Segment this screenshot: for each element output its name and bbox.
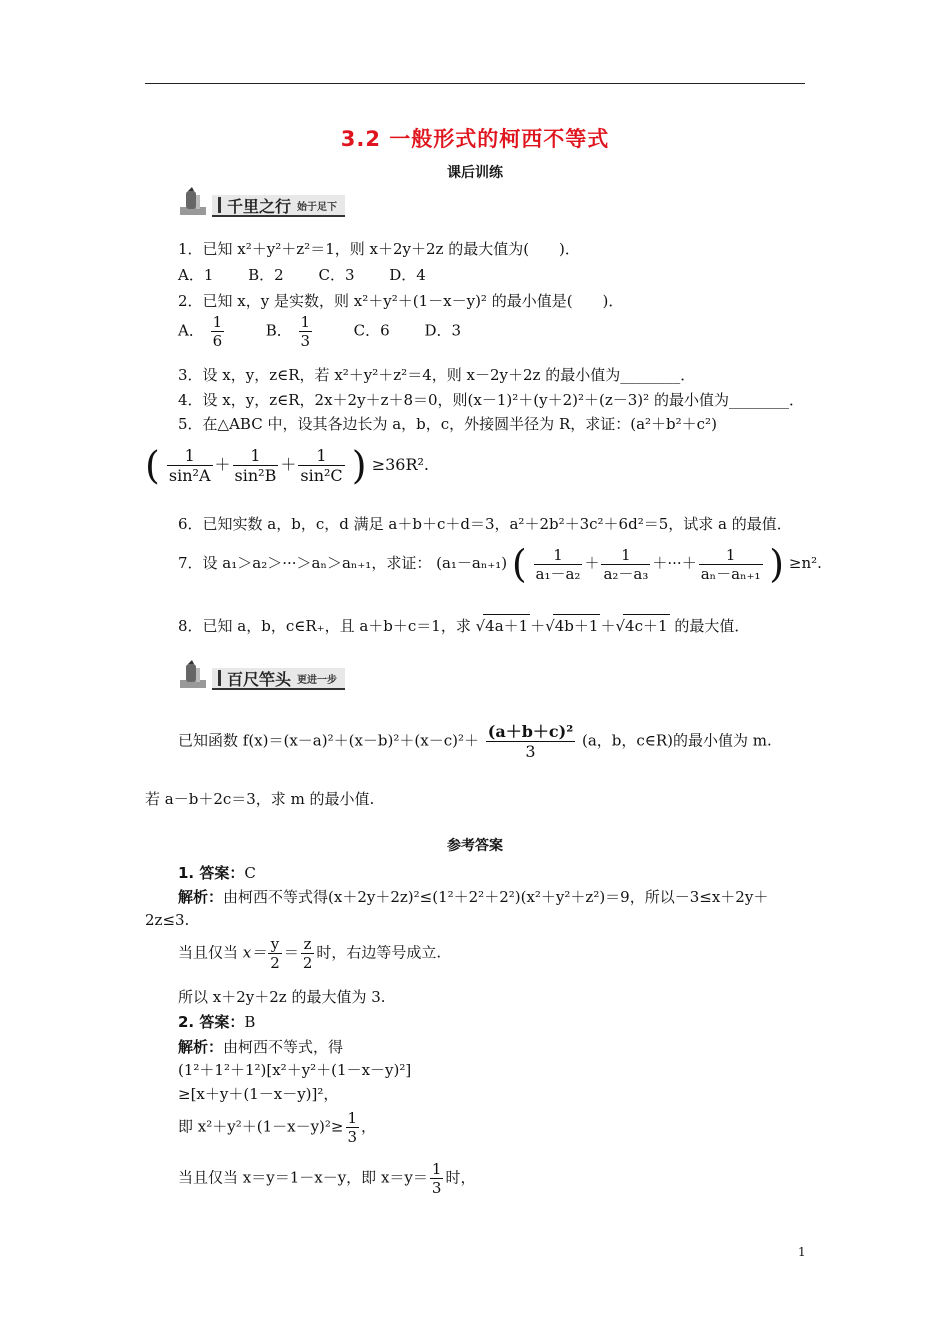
question-6: 6．已知实数 a，b，c，d 满足 a＋b＋c＋d＝3，a²＋2b²＋3c²＋6d²＝5，试求 a 的最值． bbox=[178, 515, 792, 533]
question-7-factor: (a₁－aₙ₊₁) bbox=[436, 554, 508, 572]
answer-2-analysis: 解析：由柯西不等式，得 bbox=[178, 1038, 344, 1056]
answer-2: 2. 答案：B bbox=[178, 1013, 256, 1031]
question-2-options bbox=[178, 313, 461, 350]
answer-1-equality: 当且仅当 x＝ $\frac{y}{2}$ ＝ $\frac{z}{2}$ 时，右边等号成立. bbox=[178, 935, 442, 972]
option-b-fraction: $\frac{1}{3}$ bbox=[300, 313, 311, 350]
advanced-problem-line2: 若 a－b＋2c＝3，求 m 的最小值. bbox=[145, 790, 375, 808]
option-b-label: B． bbox=[265, 321, 292, 340]
question-5-formula: ( $\frac{1}{\text{sin²A}}$ ＋ $\frac{1}{\text{sin²B}}$ ＋ $\frac{1}{\text{sin²C}}$ ) ≥36R². bbox=[145, 443, 429, 488]
answer-1-analysis: 解析：由柯西不等式得(x＋2y＋2z)²≤(1²＋2²＋2²)(x²＋y²＋z²)＝9，所以－3≤x＋2y＋ bbox=[178, 888, 769, 906]
question-3: 3．设 x，y，z∈R，若 x²＋y²＋z²＝4，则 x－2y＋2z 的最小值为________． bbox=[178, 366, 696, 384]
question-4: 4．设 x，y，z∈R，2x＋2y＋z＋8＝0，则(x－1)²＋(y＋2)²＋(z－3)² 的最小值为________． bbox=[178, 391, 804, 409]
option-cd: C．6 D．3 bbox=[353, 321, 462, 340]
section-banner-advanced bbox=[178, 660, 345, 690]
answers-heading: 参考答案 bbox=[447, 838, 503, 854]
option-a-fraction: $\frac{1}{6}$ bbox=[212, 313, 223, 350]
banner-tagline: 始于足下 bbox=[297, 201, 338, 213]
question-5: 5．在△ABC 中，设其各边长为 a，b，c，外接圆半径为 R，求证：(a²＋b²＋c²) bbox=[178, 415, 717, 433]
sqrt-term-1: 4a＋1 bbox=[483, 614, 530, 636]
option-a-label: A． bbox=[178, 321, 204, 340]
header-rule bbox=[145, 83, 805, 84]
sqrt-term-3: 4c＋1 bbox=[623, 614, 670, 636]
advanced-problem: 已知函数 f(x)＝(x－a)²＋(x－b)²＋(x－c)²＋ $\frac{\text{(a＋b＋c)²}}{3}$ (a，b，c∈R)的最小值为 m. bbox=[178, 722, 772, 762]
answer-1-conclusion: 所以 x＋2y＋2z 的最大值为 3. bbox=[178, 988, 386, 1006]
page-number: 1 bbox=[798, 1245, 806, 1259]
answer-2-step-1: (1²＋1²＋1²)[x²＋y²＋(1－x－y)²] bbox=[178, 1061, 412, 1079]
answer-2-step-2: ≥[x＋y＋(1－x－y)]²， bbox=[178, 1085, 339, 1103]
page-title: 3.2 一般形式的柯西不等式 bbox=[340, 127, 610, 151]
answer-1-analysis-cont: 2z≤3. bbox=[145, 911, 190, 929]
answer-2-step-4: 当且仅当 x＝y＝1－x－y，即 x＝y＝ $\frac{1}{3}$ 时， bbox=[178, 1160, 476, 1197]
section-banner-basic bbox=[178, 187, 345, 217]
question-5-rhs: ≥36R². bbox=[371, 455, 429, 475]
question-7: 7．设 a₁＞a₂＞···＞aₙ＞aₙ₊₁，求证： (a₁－aₙ₊₁) ( $\frac{1}{\text{a₁－a₂}}$ ＋ $\frac{1}{\text{a₂－a₃}}$ ＋···＋ $\frac{1}{\text{aₙ－aₙ₊₁}}$ ) ≥n². bbox=[178, 542, 822, 586]
question-1-options: A．1 B．2 C．3 D．4 bbox=[178, 266, 426, 284]
pen-holder-icon bbox=[178, 660, 212, 690]
pen-holder-icon bbox=[178, 187, 212, 217]
question-1: 1．已知 x²＋y²＋z²＝1，则 x＋2y＋2z 的最大值为( )． bbox=[178, 240, 580, 258]
answer-1: 1. 答案：C bbox=[178, 864, 256, 882]
question-2: 2．已知 x，y 是实数，则 x²＋y²＋(1－x－y)² 的最小值是( )． bbox=[178, 292, 624, 310]
banner-title: 百尺竿头 bbox=[227, 669, 292, 689]
banner-title: 千里之行 bbox=[227, 196, 292, 216]
answer-2-step-3: 即 x²＋y²＋(1－x－y)²≥ $\frac{1}{3}$ ， bbox=[178, 1109, 377, 1146]
sqrt-term-2: 4b＋1 bbox=[553, 614, 601, 636]
page-subtitle: 课后训练 bbox=[447, 165, 503, 181]
question-8: 8．已知 a，b，c∈R₊，且 a＋b＋c＝1，求 √4a＋1 ＋√4b＋1 ＋√4c＋1 的最大值． bbox=[178, 614, 749, 636]
banner-tagline: 更进一步 bbox=[297, 674, 338, 686]
